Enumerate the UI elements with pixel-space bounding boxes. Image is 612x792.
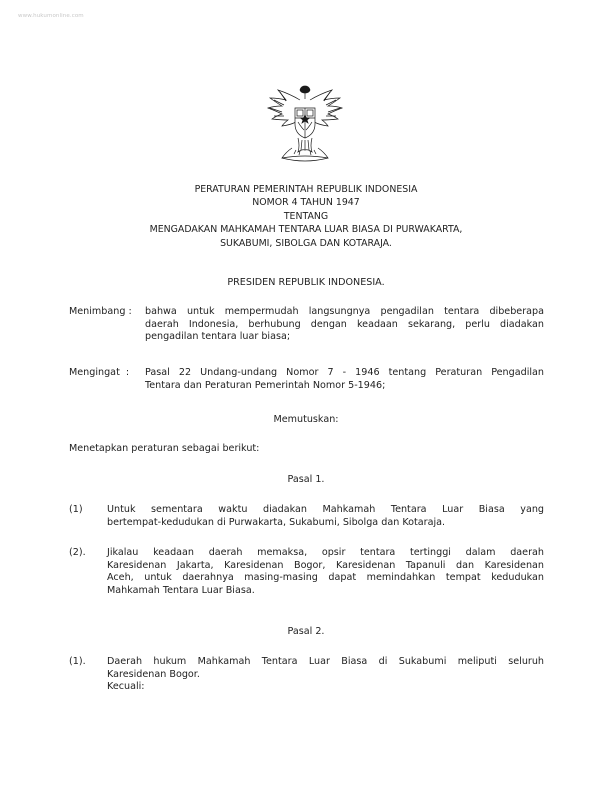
item-text <box>107 547 544 597</box>
mengingat-text <box>145 367 544 392</box>
watermark-text: www.hukumonline.com <box>18 13 84 19</box>
mengingat-line: Pasal 22 Undang-undang Nomor 7 - 1946 tentang Peraturan Pengadilan <box>145 367 544 378</box>
menetapkan-text: Menetapkan peraturan sebagai berikut: <box>69 443 260 454</box>
item-line: Daerah hukum Mahkamah Tentara Luar Biasa di Sukabumi meliputi seluruh <box>107 656 544 667</box>
pasal-2-title: Pasal 2. <box>287 626 325 637</box>
item-line: Untuk sementara waktu diadakan Mahkamah Tentara Luar Biasa yang <box>107 504 544 515</box>
memutuskan-heading: Memutuskan: <box>273 414 339 425</box>
document-title <box>60 183 552 250</box>
item-text <box>107 656 544 694</box>
menimbang-line: bahwa untuk mempermudah langsungnya pengadilan tentara dibeberapa <box>145 306 544 317</box>
menimbang-line: pengadilan tentara luar biasa; <box>145 331 291 343</box>
title-line-2: NOMOR 4 TAHUN 1947 <box>252 197 360 209</box>
item-line: Karesidenan Jakarta, Karesidenan Bogor, Karesidenan Tapanuli dan Karesidenan <box>107 559 544 571</box>
title-line-3: TENTANG <box>283 210 329 222</box>
mengingat-label: Mengingat : <box>69 367 130 378</box>
pasal-1-title: Pasal 1. <box>287 474 325 485</box>
item-number: (1). <box>69 656 86 667</box>
item-line: Kecuali: <box>107 681 145 693</box>
menimbang-text <box>145 306 544 344</box>
item-line: Karesidenan Bogor. <box>107 668 200 680</box>
mengingat-line: Tentara dan Peraturan Pemerintah Nomor 5-1946; <box>145 379 386 391</box>
president-heading: PRESIDEN REPUBLIK INDONESIA. <box>227 277 385 288</box>
item-number: (1) <box>69 504 83 515</box>
menimbang-line: daerah Indonesia, berhubung dengan keadaan sekarang, perlu diadakan <box>145 318 544 330</box>
item-number: (2). <box>69 547 86 558</box>
menimbang-label: Menimbang : <box>69 306 132 317</box>
item-line: bertempat-kedudukan di Purwakarta, Sukabumi, Sibolga dan Kotaraja. <box>107 516 446 528</box>
title-line-4: MENGADAKAN MAHKAMAH TENTARA LUAR BIASA DI PURWAKARTA, <box>149 224 463 236</box>
title-line-5: SUKABUMI, SIBOLGA DAN KOTARAJA. <box>220 237 392 249</box>
title-line-1: PERATURAN PEMERINTAH REPUBLIK INDONESIA <box>194 184 418 195</box>
item-line: Jikalau keadaan daerah memaksa, opsir tentara tertinggi dalam daerah <box>107 547 544 558</box>
item-text <box>107 504 544 529</box>
garuda-emblem-icon <box>262 82 348 172</box>
item-line: Aceh, untuk daerahnya masing-masing dapat memindahkan tempat kedudukan <box>107 572 544 584</box>
item-line: Mahkamah Tentara Luar Biasa. <box>107 584 255 596</box>
